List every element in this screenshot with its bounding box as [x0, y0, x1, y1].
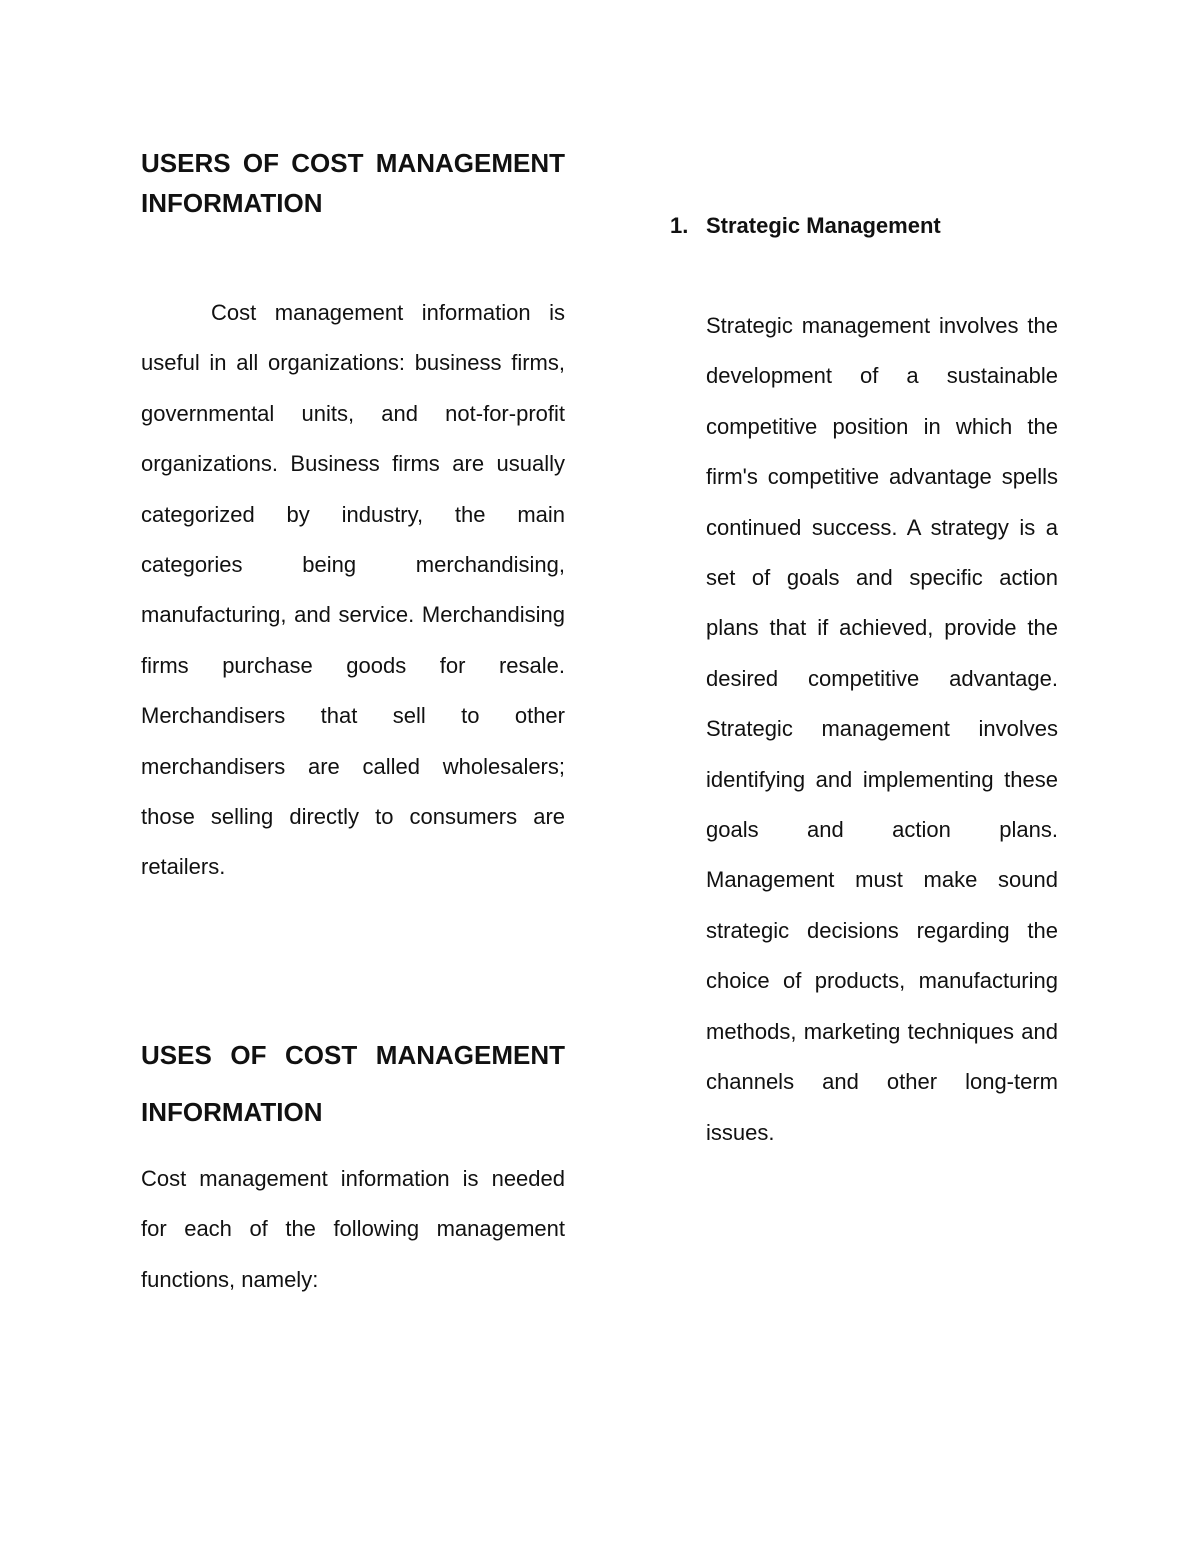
- strategic-management-paragraph: Strategic management involves the development of a sustainable competitive position in which the firm's competitive advantage spells continued success. A strategy is a set of goals and specific action plans that if achieved, provide the desired competitive advantage. Strategic management involves identifying and implementing these goals and action plans. Management must make sound strategic decisions regarding the choice of products, manufacturing methods, marketing techniques and channels and other long-term issues.: [706, 313, 1058, 1145]
- uses-paragraph: Cost management information is needed for each of the following management functions, namely:: [141, 1166, 565, 1292]
- list-item-title-text: Strategic Management: [706, 213, 941, 238]
- list-item-number: 1.: [670, 213, 689, 238]
- list-item-title: [670, 209, 1070, 243]
- users-heading: USERS OF COST MANAGEMENT INFORMATION: [141, 148, 565, 218]
- uses-heading: USES OF COST MANAGEMENT INFORMATION: [141, 1040, 565, 1127]
- users-paragraph: Cost management information is useful in all organizations: business firms, governmental units, and not-for-profit organizations. Business firms are usually categorized by industry, the main categories being merchandising, manufacturing, and service. Merchandising firms purchase goods for resale. Merchandisers that sell to other merchandisers are called wholesalers; those selling directly to consumers are retailers.: [141, 300, 565, 880]
